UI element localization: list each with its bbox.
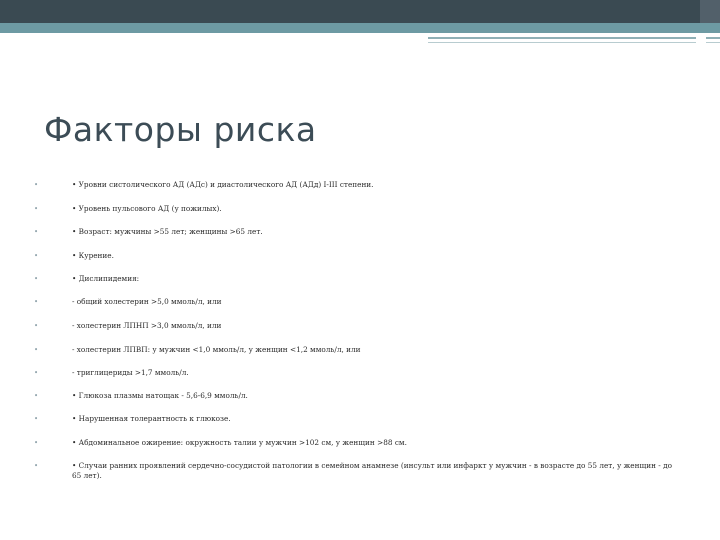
bullet-text: - триглицериды >1,7 ммоль/л.	[72, 368, 189, 377]
bullet-text: - холестерин ЛПВП: у мужчин <1,0 ммоль/л, у женщин <1,2 ммоль/л, или	[72, 345, 361, 354]
bullet-marker: •	[34, 181, 39, 189]
bullet-text: - общий холестерин >5,0 ммоль/л, или	[72, 297, 222, 306]
bullet-marker: •	[34, 392, 39, 400]
slide-title: Факторы риска	[44, 110, 317, 149]
bullet-text: • Глюкоза плазмы натощак - 5,6-6,9 ммоль/л.	[72, 391, 248, 400]
bullet-text: • Возраст: мужчины >55 лет; женщины >65 лет.	[72, 227, 263, 236]
bullet-marker: •	[34, 322, 39, 330]
bullet-marker: •	[34, 252, 39, 260]
bullet-marker: •	[34, 205, 39, 213]
bullet-text: • Дислипидемия:	[72, 274, 140, 283]
bullet-marker: •	[34, 275, 39, 283]
bullet-marker: •	[34, 415, 39, 423]
bullet-text: • Уровни систолического АД (АДс) и диастолического АД (АДд) I-III степени.	[72, 180, 374, 189]
bullet-marker: •	[34, 439, 39, 447]
bullet-marker: •	[34, 462, 39, 470]
bullet-text: • Курение.	[72, 251, 114, 260]
bullet-marker: •	[34, 369, 39, 377]
bullet-text: • Нарушенная толерантность к глюкозе.	[72, 414, 231, 423]
bullet-marker: •	[34, 298, 39, 306]
bullet-text: • Уровень пульсового АД (у пожилых).	[72, 204, 222, 213]
bullet-marker: •	[34, 228, 39, 236]
bullet-text: • Случаи ранних проявлений сердечно-сосудистой патологии в семейном анамнезе (инсульт или инфаркт у мужчин - в возрасте до 55 лет, у женщин - до 65 лет).	[72, 461, 672, 480]
bullet-marker: •	[34, 346, 39, 354]
bullet-text: - холестерин ЛПНП >3,0 ммоль/л, или	[72, 321, 222, 330]
bullet-text: • Абдоминальное ожирение: окружность талии у мужчин >102 см, у женщин >88 см.	[72, 438, 407, 447]
